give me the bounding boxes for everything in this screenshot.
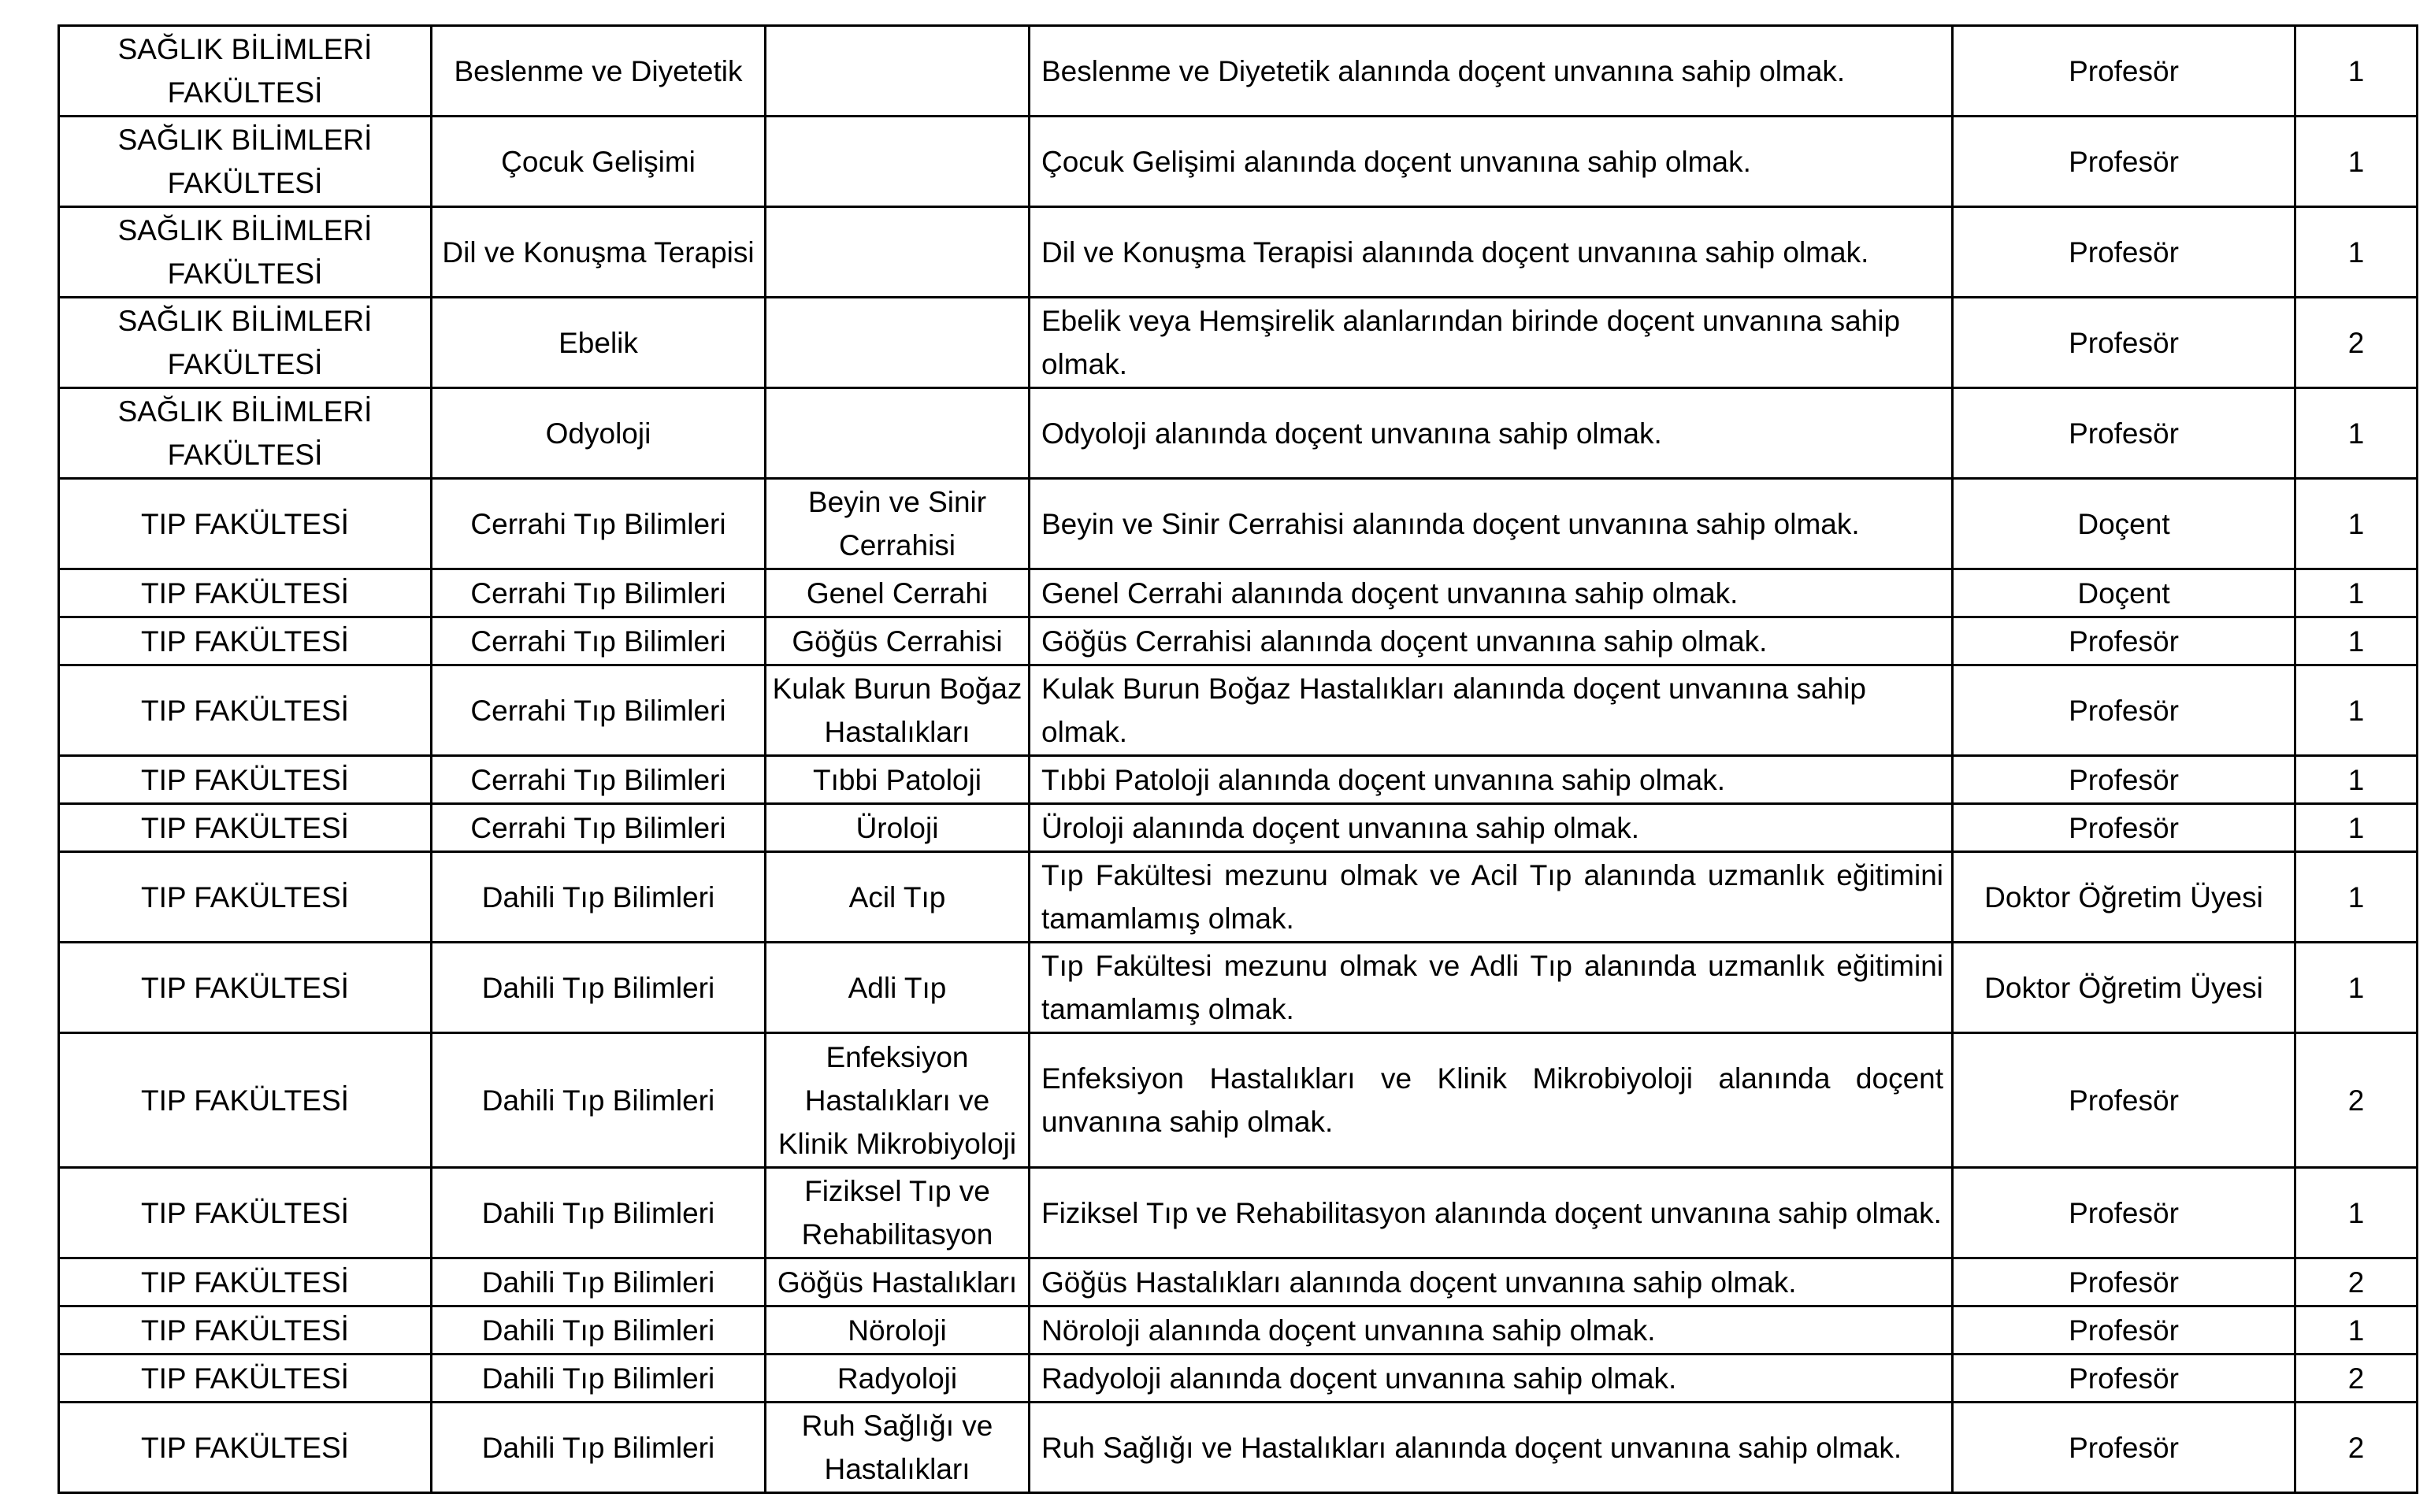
requirement-cell: Üroloji alanında doçent unvanına sahip olmak. <box>1030 804 1953 852</box>
count-cell: 1 <box>2295 852 2418 943</box>
title-cell: Profesör <box>1953 1354 2295 1403</box>
department-cell: Cerrahi Tıp Bilimleri <box>432 479 766 569</box>
table-row <box>59 943 2418 1033</box>
department-cell: Dahili Tıp Bilimleri <box>432 1354 766 1403</box>
department-cell: Cerrahi Tıp Bilimleri <box>432 569 766 617</box>
faculty-cell: TIP FAKÜLTESİ <box>59 1033 432 1168</box>
title-cell: Profesör <box>1953 804 2295 852</box>
requirement-cell: Odyoloji alanında doçent unvanına sahip olmak. <box>1030 388 1953 479</box>
faculty-cell: TIP FAKÜLTESİ <box>59 665 432 756</box>
department-cell: Cerrahi Tıp Bilimleri <box>432 617 766 665</box>
department-cell: Çocuk Gelişimi <box>432 117 766 207</box>
department-cell: Odyoloji <box>432 388 766 479</box>
table-row <box>59 26 2418 117</box>
requirement-cell: Enfeksiyon Hastalıkları ve Klinik Mikrobiyoloji alanında doçent unvanına sahip olmak. <box>1030 1033 1953 1168</box>
count-cell: 1 <box>2295 943 2418 1033</box>
requirement-cell: Dil ve Konuşma Terapisi alanında doçent unvanına sahip olmak. <box>1030 207 1953 298</box>
table-row <box>59 1258 2418 1306</box>
title-cell: Profesör <box>1953 756 2295 804</box>
count-cell: 1 <box>2295 117 2418 207</box>
count-cell: 2 <box>2295 1033 2418 1168</box>
subdepartment-cell: Kulak Burun Boğaz Hastalıkları <box>766 665 1030 756</box>
title-cell: Doktor Öğretim Üyesi <box>1953 852 2295 943</box>
department-cell: Beslenme ve Diyetetik <box>432 26 766 117</box>
subdepartment-cell <box>766 298 1030 388</box>
requirement-cell: Çocuk Gelişimi alanında doçent unvanına sahip olmak. <box>1030 117 1953 207</box>
requirement-cell: Kulak Burun Boğaz Hastalıkları alanında doçent unvanına sahip olmak. <box>1030 665 1953 756</box>
department-cell: Dahili Tıp Bilimleri <box>432 943 766 1033</box>
count-cell: 2 <box>2295 298 2418 388</box>
subdepartment-cell: Radyoloji <box>766 1354 1030 1403</box>
department-cell: Cerrahi Tıp Bilimleri <box>432 756 766 804</box>
faculty-cell: TIP FAKÜLTESİ <box>59 852 432 943</box>
positions-table-body <box>59 26 2418 1493</box>
department-cell: Dahili Tıp Bilimleri <box>432 1306 766 1354</box>
title-cell: Doçent <box>1953 569 2295 617</box>
count-cell: 1 <box>2295 569 2418 617</box>
requirement-cell: Ruh Sağlığı ve Hastalıkları alanında doçent unvanına sahip olmak. <box>1030 1403 1953 1493</box>
positions-table <box>58 24 2418 1494</box>
subdepartment-cell: Acil Tıp <box>766 852 1030 943</box>
count-cell: 1 <box>2295 804 2418 852</box>
faculty-cell: TIP FAKÜLTESİ <box>59 1168 432 1258</box>
subdepartment-cell: Göğüs Cerrahisi <box>766 617 1030 665</box>
count-cell: 2 <box>2295 1258 2418 1306</box>
table-row <box>59 298 2418 388</box>
count-cell: 1 <box>2295 388 2418 479</box>
title-cell: Profesör <box>1953 665 2295 756</box>
count-cell: 1 <box>2295 207 2418 298</box>
faculty-cell: TIP FAKÜLTESİ <box>59 569 432 617</box>
requirement-cell: Tıbbi Patoloji alanında doçent unvanına sahip olmak. <box>1030 756 1953 804</box>
requirement-cell: Nöroloji alanında doçent unvanına sahip olmak. <box>1030 1306 1953 1354</box>
department-cell: Dahili Tıp Bilimleri <box>432 1168 766 1258</box>
title-cell: Profesör <box>1953 1306 2295 1354</box>
table-row <box>59 852 2418 943</box>
subdepartment-cell: Fiziksel Tıp ve Rehabilitasyon <box>766 1168 1030 1258</box>
faculty-cell: SAĞLIK BİLİMLERİ FAKÜLTESİ <box>59 207 432 298</box>
count-cell: 2 <box>2295 1403 2418 1493</box>
faculty-cell: TIP FAKÜLTESİ <box>59 1258 432 1306</box>
title-cell: Profesör <box>1953 117 2295 207</box>
subdepartment-cell <box>766 388 1030 479</box>
title-cell: Profesör <box>1953 207 2295 298</box>
table-row <box>59 665 2418 756</box>
requirement-cell: Tıp Fakültesi mezunu olmak ve Acil Tıp alanında uzmanlık eğitimini tamamlamış olmak. <box>1030 852 1953 943</box>
department-cell: Dahili Tıp Bilimleri <box>432 1258 766 1306</box>
subdepartment-cell: Nöroloji <box>766 1306 1030 1354</box>
title-cell: Profesör <box>1953 26 2295 117</box>
faculty-cell: TIP FAKÜLTESİ <box>59 1354 432 1403</box>
subdepartment-cell <box>766 26 1030 117</box>
title-cell: Profesör <box>1953 388 2295 479</box>
faculty-cell: TIP FAKÜLTESİ <box>59 943 432 1033</box>
subdepartment-cell: Göğüs Hastalıkları <box>766 1258 1030 1306</box>
subdepartment-cell <box>766 117 1030 207</box>
table-row <box>59 1403 2418 1493</box>
subdepartment-cell <box>766 207 1030 298</box>
title-cell: Profesör <box>1953 298 2295 388</box>
requirement-cell: Beslenme ve Diyetetik alanında doçent unvanına sahip olmak. <box>1030 26 1953 117</box>
subdepartment-cell: Ruh Sağlığı ve Hastalıkları <box>766 1403 1030 1493</box>
count-cell: 1 <box>2295 1168 2418 1258</box>
requirement-cell: Göğüs Cerrahisi alanında doçent unvanına sahip olmak. <box>1030 617 1953 665</box>
title-cell: Profesör <box>1953 617 2295 665</box>
title-cell: Profesör <box>1953 1033 2295 1168</box>
title-cell: Doçent <box>1953 479 2295 569</box>
count-cell: 1 <box>2295 26 2418 117</box>
table-row <box>59 569 2418 617</box>
table-row <box>59 117 2418 207</box>
department-cell: Dahili Tıp Bilimleri <box>432 852 766 943</box>
requirement-cell: Fiziksel Tıp ve Rehabilitasyon alanında doçent unvanına sahip olmak. <box>1030 1168 1953 1258</box>
count-cell: 2 <box>2295 1354 2418 1403</box>
faculty-cell: TIP FAKÜLTESİ <box>59 479 432 569</box>
count-cell: 1 <box>2295 665 2418 756</box>
subdepartment-cell: Enfeksiyon Hastalıkları ve Klinik Mikrobiyoloji <box>766 1033 1030 1168</box>
requirement-cell: Beyin ve Sinir Cerrahisi alanında doçent unvanına sahip olmak. <box>1030 479 1953 569</box>
faculty-cell: TIP FAKÜLTESİ <box>59 804 432 852</box>
count-cell: 1 <box>2295 756 2418 804</box>
department-cell: Dil ve Konuşma Terapisi <box>432 207 766 298</box>
subdepartment-cell: Genel Cerrahi <box>766 569 1030 617</box>
count-cell: 1 <box>2295 1306 2418 1354</box>
count-cell: 1 <box>2295 479 2418 569</box>
subdepartment-cell: Beyin ve Sinir Cerrahisi <box>766 479 1030 569</box>
department-cell: Ebelik <box>432 298 766 388</box>
requirement-cell: Tıp Fakültesi mezunu olmak ve Adli Tıp alanında uzmanlık eğitimini tamamlamış olmak. <box>1030 943 1953 1033</box>
count-cell: 1 <box>2295 617 2418 665</box>
table-row <box>59 1168 2418 1258</box>
requirement-cell: Radyoloji alanında doçent unvanına sahip olmak. <box>1030 1354 1953 1403</box>
faculty-cell: SAĞLIK BİLİMLERİ FAKÜLTESİ <box>59 388 432 479</box>
table-row <box>59 1033 2418 1168</box>
faculty-cell: TIP FAKÜLTESİ <box>59 1403 432 1493</box>
faculty-cell: TIP FAKÜLTESİ <box>59 1306 432 1354</box>
faculty-cell: TIP FAKÜLTESİ <box>59 756 432 804</box>
department-cell: Dahili Tıp Bilimleri <box>432 1403 766 1493</box>
table-row <box>59 479 2418 569</box>
subdepartment-cell: Üroloji <box>766 804 1030 852</box>
requirement-cell: Ebelik veya Hemşirelik alanlarından birinde doçent unvanına sahip olmak. <box>1030 298 1953 388</box>
title-cell: Profesör <box>1953 1403 2295 1493</box>
table-row <box>59 804 2418 852</box>
requirement-cell: Genel Cerrahi alanında doçent unvanına sahip olmak. <box>1030 569 1953 617</box>
table-row <box>59 1306 2418 1354</box>
department-cell: Cerrahi Tıp Bilimleri <box>432 804 766 852</box>
title-cell: Doktor Öğretim Üyesi <box>1953 943 2295 1033</box>
faculty-cell: SAĞLIK BİLİMLERİ FAKÜLTESİ <box>59 117 432 207</box>
department-cell: Dahili Tıp Bilimleri <box>432 1033 766 1168</box>
table-row <box>59 756 2418 804</box>
table-row <box>59 388 2418 479</box>
requirement-cell: Göğüs Hastalıkları alanında doçent unvanına sahip olmak. <box>1030 1258 1953 1306</box>
subdepartment-cell: Adli Tıp <box>766 943 1030 1033</box>
department-cell: Cerrahi Tıp Bilimleri <box>432 665 766 756</box>
title-cell: Profesör <box>1953 1258 2295 1306</box>
subdepartment-cell: Tıbbi Patoloji <box>766 756 1030 804</box>
faculty-cell: SAĞLIK BİLİMLERİ FAKÜLTESİ <box>59 298 432 388</box>
faculty-cell: SAĞLIK BİLİMLERİ FAKÜLTESİ <box>59 26 432 117</box>
faculty-cell: TIP FAKÜLTESİ <box>59 617 432 665</box>
table-row <box>59 1354 2418 1403</box>
table-row <box>59 207 2418 298</box>
table-row <box>59 617 2418 665</box>
title-cell: Profesör <box>1953 1168 2295 1258</box>
